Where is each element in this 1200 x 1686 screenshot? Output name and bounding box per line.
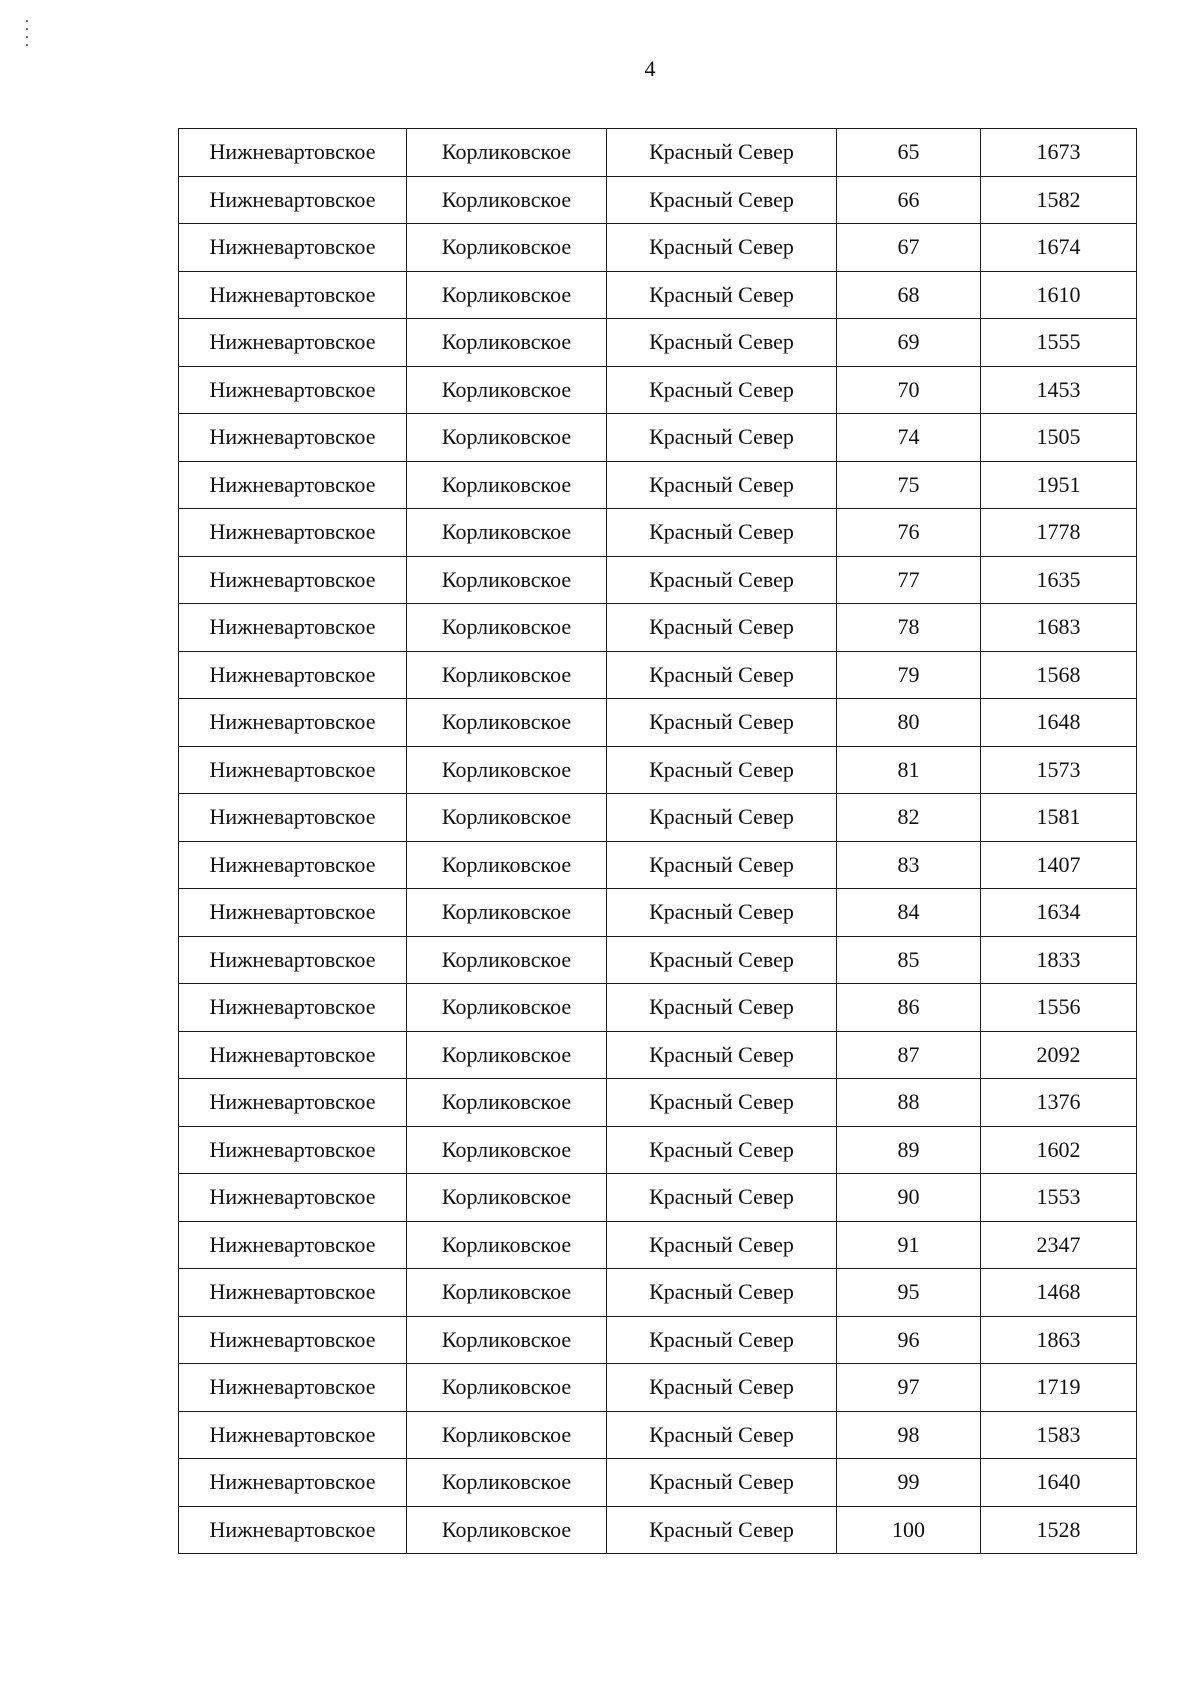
cell-municipality: Нижневартовское (179, 224, 407, 272)
table-row (179, 794, 1137, 842)
cell-municipality: Нижневартовское (179, 936, 407, 984)
cell-quarter: 82 (837, 794, 981, 842)
cell-municipality: Нижневартовское (179, 271, 407, 319)
cell-forestry: Корликовское (407, 936, 607, 984)
cell-quarter: 100 (837, 1506, 981, 1554)
cell-tract: Красный Север (607, 1364, 837, 1412)
cell-forestry: Корликовское (407, 604, 607, 652)
cell-forestry: Корликовское (407, 1174, 607, 1222)
table-row (179, 1126, 1137, 1174)
cell-forestry: Корликовское (407, 556, 607, 604)
cell-tract: Красный Север (607, 271, 837, 319)
cell-quarter: 66 (837, 176, 981, 224)
cell-value: 1556 (981, 984, 1137, 1032)
cell-forestry: Корликовское (407, 699, 607, 747)
cell-quarter: 97 (837, 1364, 981, 1412)
cell-quarter: 88 (837, 1079, 981, 1127)
registry-table (178, 128, 1137, 1554)
cell-value: 1863 (981, 1316, 1137, 1364)
cell-municipality: Нижневартовское (179, 1364, 407, 1412)
cell-quarter: 75 (837, 461, 981, 509)
cell-value: 1673 (981, 129, 1137, 177)
table-row (179, 414, 1137, 462)
scan-dot (26, 20, 28, 22)
table-row (179, 841, 1137, 889)
cell-value: 1610 (981, 271, 1137, 319)
cell-tract: Красный Север (607, 129, 837, 177)
cell-tract: Красный Север (607, 414, 837, 462)
cell-value: 2092 (981, 1031, 1137, 1079)
cell-value: 1505 (981, 414, 1137, 462)
cell-forestry: Корликовское (407, 1316, 607, 1364)
cell-value: 1582 (981, 176, 1137, 224)
cell-tract: Красный Север (607, 319, 837, 367)
page-number: 4 (644, 56, 656, 81)
cell-municipality: Нижневартовское (179, 176, 407, 224)
cell-quarter: 70 (837, 366, 981, 414)
cell-value: 1407 (981, 841, 1137, 889)
cell-value: 1583 (981, 1411, 1137, 1459)
cell-forestry: Корликовское (407, 366, 607, 414)
cell-municipality: Нижневартовское (179, 414, 407, 462)
cell-quarter: 89 (837, 1126, 981, 1174)
cell-tract: Красный Север (607, 1174, 837, 1222)
cell-value: 1635 (981, 556, 1137, 604)
cell-value: 1674 (981, 224, 1137, 272)
cell-forestry: Корликовское (407, 1411, 607, 1459)
cell-quarter: 68 (837, 271, 981, 319)
cell-forestry: Корликовское (407, 841, 607, 889)
scan-dot (26, 44, 28, 46)
cell-tract: Красный Север (607, 1316, 837, 1364)
scan-dot (26, 28, 28, 30)
table-row (179, 1411, 1137, 1459)
cell-tract: Красный Север (607, 604, 837, 652)
cell-value: 2347 (981, 1221, 1137, 1269)
cell-tract: Красный Север (607, 224, 837, 272)
cell-tract: Красный Север (607, 1269, 837, 1317)
table-row (179, 461, 1137, 509)
cell-tract: Красный Север (607, 651, 837, 699)
cell-forestry: Корликовское (407, 1221, 607, 1269)
cell-quarter: 67 (837, 224, 981, 272)
cell-forestry: Корликовское (407, 1031, 607, 1079)
cell-municipality: Нижневартовское (179, 1079, 407, 1127)
table-row (179, 984, 1137, 1032)
cell-quarter: 74 (837, 414, 981, 462)
table-row (179, 889, 1137, 937)
cell-forestry: Корликовское (407, 319, 607, 367)
table-row (179, 1459, 1137, 1507)
cell-forestry: Корликовское (407, 1079, 607, 1127)
cell-municipality: Нижневартовское (179, 1411, 407, 1459)
cell-quarter: 84 (837, 889, 981, 937)
cell-value: 1553 (981, 1174, 1137, 1222)
cell-forestry: Корликовское (407, 1269, 607, 1317)
cell-municipality: Нижневартовское (179, 984, 407, 1032)
cell-municipality: Нижневартовское (179, 1221, 407, 1269)
cell-municipality: Нижневартовское (179, 129, 407, 177)
cell-tract: Красный Север (607, 1411, 837, 1459)
cell-forestry: Корликовское (407, 129, 607, 177)
cell-value: 1778 (981, 509, 1137, 557)
cell-tract: Красный Север (607, 556, 837, 604)
table-row (179, 271, 1137, 319)
cell-municipality: Нижневартовское (179, 366, 407, 414)
table-row (179, 746, 1137, 794)
cell-municipality: Нижневартовское (179, 841, 407, 889)
cell-value: 1573 (981, 746, 1137, 794)
cell-municipality: Нижневартовское (179, 889, 407, 937)
table-row (179, 651, 1137, 699)
cell-municipality: Нижневартовское (179, 1174, 407, 1222)
cell-forestry: Корликовское (407, 461, 607, 509)
cell-quarter: 83 (837, 841, 981, 889)
cell-municipality: Нижневартовское (179, 794, 407, 842)
table-row (179, 1079, 1137, 1127)
cell-forestry: Корликовское (407, 984, 607, 1032)
cell-tract: Красный Север (607, 794, 837, 842)
cell-forestry: Корликовское (407, 271, 607, 319)
cell-forestry: Корликовское (407, 794, 607, 842)
cell-quarter: 91 (837, 1221, 981, 1269)
cell-tract: Красный Север (607, 841, 837, 889)
cell-value: 1528 (981, 1506, 1137, 1554)
table-row (179, 1364, 1137, 1412)
cell-value: 1453 (981, 366, 1137, 414)
cell-value: 1376 (981, 1079, 1137, 1127)
cell-value: 1634 (981, 889, 1137, 937)
cell-quarter: 99 (837, 1459, 981, 1507)
cell-value: 1719 (981, 1364, 1137, 1412)
cell-tract: Красный Север (607, 1506, 837, 1554)
cell-quarter: 80 (837, 699, 981, 747)
cell-quarter: 86 (837, 984, 981, 1032)
cell-value: 1683 (981, 604, 1137, 652)
cell-value: 1555 (981, 319, 1137, 367)
cell-municipality: Нижневартовское (179, 319, 407, 367)
cell-municipality: Нижневартовское (179, 1459, 407, 1507)
table-row (179, 129, 1137, 177)
cell-municipality: Нижневартовское (179, 1126, 407, 1174)
table-row (179, 1269, 1137, 1317)
table-row (179, 699, 1137, 747)
cell-forestry: Корликовское (407, 1126, 607, 1174)
cell-quarter: 96 (837, 1316, 981, 1364)
cell-municipality: Нижневартовское (179, 651, 407, 699)
cell-tract: Красный Север (607, 366, 837, 414)
cell-municipality: Нижневартовское (179, 1316, 407, 1364)
cell-value: 1568 (981, 651, 1137, 699)
cell-tract: Красный Север (607, 889, 837, 937)
cell-quarter: 85 (837, 936, 981, 984)
cell-municipality: Нижневартовское (179, 509, 407, 557)
table-row (179, 936, 1137, 984)
cell-quarter: 69 (837, 319, 981, 367)
table-row (179, 1221, 1137, 1269)
cell-municipality: Нижневартовское (179, 556, 407, 604)
cell-tract: Красный Север (607, 176, 837, 224)
cell-value: 1640 (981, 1459, 1137, 1507)
cell-value: 1833 (981, 936, 1137, 984)
scan-marks (26, 20, 30, 60)
table-row (179, 366, 1137, 414)
cell-municipality: Нижневартовское (179, 1269, 407, 1317)
table-row (179, 1174, 1137, 1222)
cell-quarter: 76 (837, 509, 981, 557)
cell-tract: Красный Север (607, 461, 837, 509)
cell-municipality: Нижневартовское (179, 1031, 407, 1079)
cell-forestry: Корликовское (407, 414, 607, 462)
cell-forestry: Корликовское (407, 1364, 607, 1412)
cell-quarter: 79 (837, 651, 981, 699)
cell-municipality: Нижневартовское (179, 461, 407, 509)
cell-quarter: 98 (837, 1411, 981, 1459)
cell-value: 1602 (981, 1126, 1137, 1174)
cell-value: 1648 (981, 699, 1137, 747)
cell-forestry: Корликовское (407, 1506, 607, 1554)
cell-quarter: 90 (837, 1174, 981, 1222)
cell-value: 1951 (981, 461, 1137, 509)
cell-tract: Красный Север (607, 936, 837, 984)
cell-forestry: Корликовское (407, 509, 607, 557)
cell-forestry: Корликовское (407, 889, 607, 937)
table-row (179, 1506, 1137, 1554)
cell-forestry: Корликовское (407, 176, 607, 224)
cell-municipality: Нижневартовское (179, 1506, 407, 1554)
cell-forestry: Корликовское (407, 651, 607, 699)
cell-forestry: Корликовское (407, 1459, 607, 1507)
table-row (179, 556, 1137, 604)
cell-tract: Красный Север (607, 1031, 837, 1079)
table-row (179, 509, 1137, 557)
table-row (179, 319, 1137, 367)
cell-quarter: 65 (837, 129, 981, 177)
cell-tract: Красный Север (607, 509, 837, 557)
table-row (179, 176, 1137, 224)
table-row (179, 1316, 1137, 1364)
cell-quarter: 87 (837, 1031, 981, 1079)
table-row (179, 1031, 1137, 1079)
cell-municipality: Нижневартовское (179, 604, 407, 652)
cell-municipality: Нижневартовское (179, 746, 407, 794)
cell-value: 1468 (981, 1269, 1137, 1317)
cell-quarter: 81 (837, 746, 981, 794)
cell-forestry: Корликовское (407, 224, 607, 272)
cell-municipality: Нижневартовское (179, 699, 407, 747)
cell-tract: Красный Север (607, 1079, 837, 1127)
cell-tract: Красный Север (607, 699, 837, 747)
cell-tract: Красный Север (607, 746, 837, 794)
cell-tract: Красный Север (607, 1459, 837, 1507)
cell-forestry: Корликовское (407, 746, 607, 794)
cell-quarter: 95 (837, 1269, 981, 1317)
cell-quarter: 78 (837, 604, 981, 652)
cell-tract: Красный Север (607, 984, 837, 1032)
cell-value: 1581 (981, 794, 1137, 842)
table-row (179, 224, 1137, 272)
scan-dot (26, 36, 28, 38)
cell-tract: Красный Север (607, 1126, 837, 1174)
cell-tract: Красный Север (607, 1221, 837, 1269)
registry-table-body (179, 129, 1137, 1554)
cell-quarter: 77 (837, 556, 981, 604)
table-row (179, 604, 1137, 652)
